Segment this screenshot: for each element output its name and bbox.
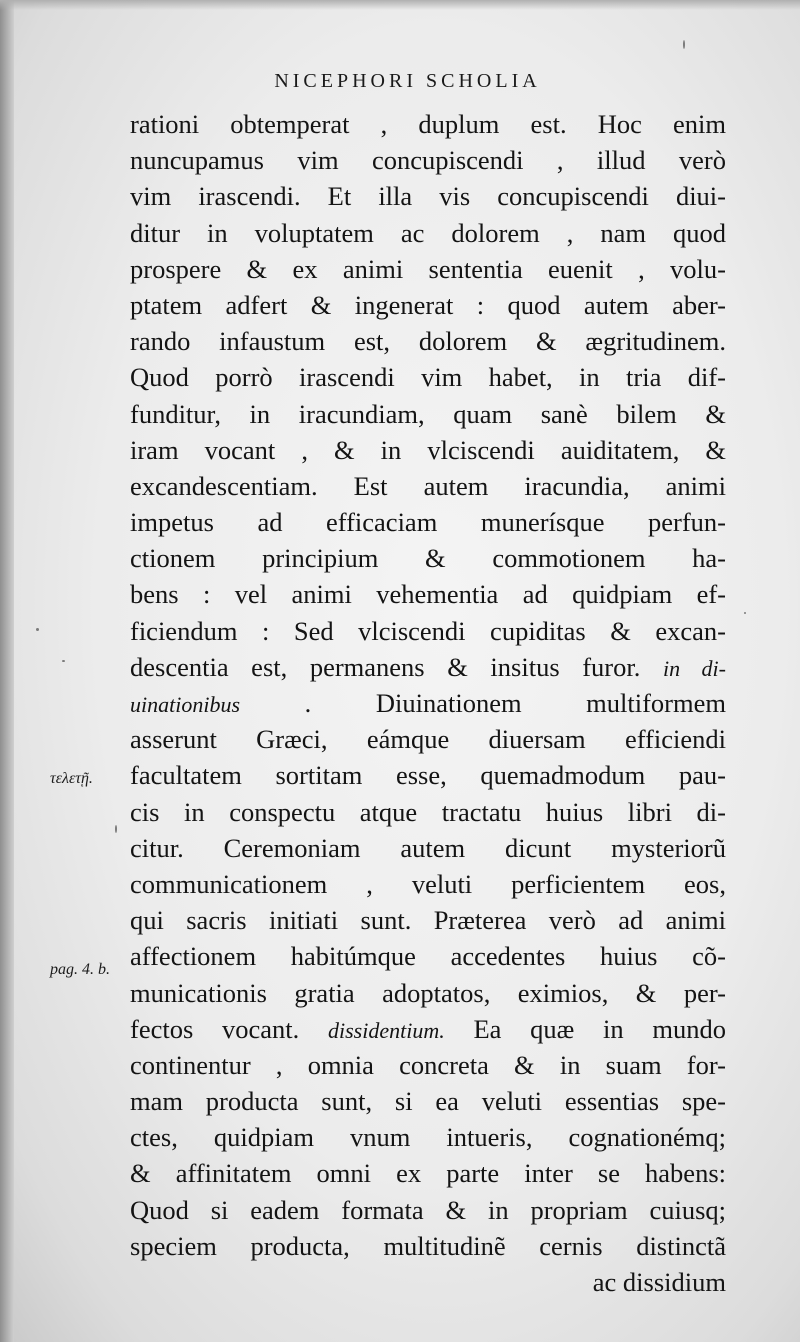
page-top-shadow [0, 0, 800, 10]
text-line: excandescentiam. Est autem iracundia, animi [130, 470, 726, 501]
text-line: continentur , omnia concreta & in suam for- [130, 1049, 726, 1080]
text-line: rando infaustum est, dolorem & ægritudinem. [130, 326, 726, 357]
text-line: prospere & ex animi sententia euenit , volu- [130, 253, 726, 284]
text-line: ficiendum : Sed vlciscendi cupiditas & excan- [130, 615, 726, 646]
text-line: citur. Ceremoniam autem dicunt mysteriorũ [130, 832, 726, 863]
paper-speck [744, 612, 746, 614]
lemma-dissidentium: dissidentium. [328, 1017, 445, 1043]
text-line: vim irascendi. Et illa vis concupiscendi diui- [130, 181, 726, 212]
text-line: bens : vel animi vehementia ad quidpiam ef- [130, 579, 726, 610]
paper-speck [62, 660, 65, 662]
paper-speck [36, 628, 39, 631]
text-line: municationis gratia adoptatos, eximios, & per- [130, 977, 726, 1008]
body-text [130, 106, 726, 1300]
text-line: Quod porrò irascendi vim habet, in tria dif- [130, 362, 726, 393]
text-line: asserunt Græci, eámque diuersam efficiendi [130, 724, 726, 755]
text-line: nuncupamus vim concupiscendi , illud verò [130, 145, 726, 176]
margin-note-greek: τελετῇ. [50, 770, 93, 787]
running-head: NICEPHORI SCHOLIA [274, 70, 541, 92]
text-line: rationi obtemperat , duplum est. Hoc enim [130, 109, 726, 139]
text-line: & affinitatem omni ex parte inter se habens: [130, 1158, 726, 1189]
text-line: iram vocant , & in vlciscendi auiditatem, & [130, 434, 726, 465]
margin-note-page-ref: pag. 4. b. [50, 961, 110, 978]
text-line: impetus ad efficaciam munerísque perfun- [130, 507, 726, 538]
text-line: descentia est, permanens & insitus furor. in di- [130, 651, 726, 682]
text-line: communicationem , veluti perficientem eos, [130, 868, 726, 899]
text-line: Quod si eadem formata & in propriam cuiusq; [130, 1194, 726, 1225]
page-gutter-shadow [0, 0, 14, 1342]
text-line: ditur in voluptatem ac dolorem , nam quod [130, 217, 726, 248]
text-line: speciem producta, multitudinẽ cernis distinctã [130, 1230, 726, 1261]
text-line: cis in conspectu atque tractatu huius libri di- [130, 796, 726, 827]
text-line: facultatem sortitam esse, quemadmodum pau- [130, 760, 726, 791]
lemma-in-diuinationibus: in di- [662, 655, 726, 681]
text-line: uinationibus . Diuinationem multiformem [130, 688, 726, 718]
text-line: mam producta sunt, si ea veluti essentias spe- [130, 1086, 726, 1117]
text-line: ctes, quidpiam vnum intueris, cognationémq; [130, 1122, 726, 1153]
text-line: funditur, in iracundiam, quam sanè bilem & [130, 398, 726, 429]
catchword-line: ac dissidium [592, 1267, 726, 1297]
text-line: fectos vocant. dissidentium. Ea quæ in mundo [130, 1013, 726, 1044]
text-line: qui sacris initiati sunt. Præterea verò ad animi [130, 905, 726, 936]
lemma-in-diuinationibus-cont: uinationibus [130, 692, 241, 717]
text-line: affectionem habitúmque accedentes huius cõ- [130, 941, 726, 972]
text-line: ptatem adfert & ingenerat : quod autem aber- [130, 289, 726, 320]
paper-speck [683, 40, 685, 49]
paper-speck [115, 825, 117, 833]
text-line: ctionem principium & commotionem ha- [130, 543, 726, 574]
